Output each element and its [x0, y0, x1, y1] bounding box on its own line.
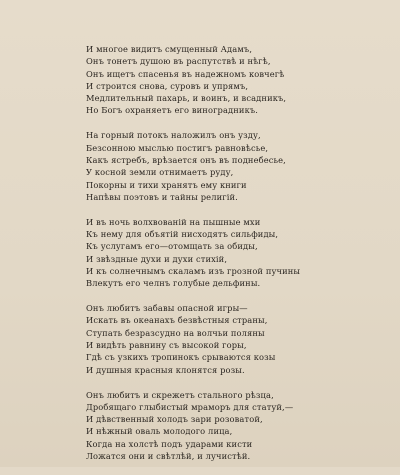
poem-line: И нѣжный оваль молодого лица,: [86, 426, 233, 437]
poem-line: Медлительный пахарь, и воинъ, и всадникъ,: [86, 93, 287, 104]
poem-line: Покорны и тихи хранятъ ему книги: [86, 179, 247, 190]
poem-line: И звѣздные духи и духи стихій,: [86, 253, 228, 264]
poem-line: И видѣть равнину съ высокой горы,: [86, 340, 247, 351]
stanza-2: [86, 129, 386, 203]
poem-line: Искать въ океанахъ безвѣстныя страны,: [86, 315, 268, 326]
poem-line: И душныя красныя клонятся розы.: [86, 364, 245, 375]
poem-text: [86, 43, 386, 475]
poem-line: Къ нему для объятій нисходятъ сильфиды,: [86, 229, 279, 240]
poem-line: И многое видитъ смущенный Адамъ,: [86, 44, 253, 54]
poem-line: Ступать безразсудно на волчьи поляны: [86, 327, 265, 338]
poem-line: Къ услугамъ его—отомщать за обиды,: [86, 241, 258, 252]
poem-line: И къ солнечнымъ скаламъ изъ грозной пучины: [86, 265, 301, 276]
stanza-5: [86, 389, 386, 463]
poem-line: Дробящаго глыбистый мраморъ для статуй,—: [86, 401, 294, 412]
poem-line: Какъ ястребъ, врѣзается онъ въ поднебесье,: [86, 154, 286, 165]
poem-line: И въ ночь волхвованій на пышные мхи: [86, 216, 261, 227]
poem-line: Гдѣ съ узкихъ тропинокъ срываются козы: [86, 352, 276, 363]
poem-line: Онъ любитъ и скрежетъ стального рѣзца,: [86, 389, 274, 400]
stanza-1: [86, 43, 386, 117]
poem-line: И строится снова, суровъ и упрямъ,: [86, 80, 249, 91]
poem-line: Ложатся они и свѣтлѣй, и лучистѣй.: [86, 450, 251, 461]
poem-line: Влекутъ его челнъ голубые дельфины.: [86, 278, 261, 289]
poem-line: И дѣвственный холодъ зари розоватой,: [86, 414, 263, 425]
stanza-4: [86, 302, 386, 376]
poem-line: Когда на холстѣ подъ ударами кисти: [86, 438, 253, 449]
stanza-3: [86, 216, 386, 290]
poem-line: На горный потокъ наложилъ онъ узду,: [86, 130, 261, 141]
poem-line: Онъ ищетъ спасенья въ надежномъ ковчегѣ: [86, 68, 285, 79]
poem-line: Онъ тонетъ душою въ распутствѣ и нѣгѣ,: [86, 56, 271, 67]
poem-line: Но Богъ охраняетъ его виноградникъ.: [86, 105, 259, 116]
poem-line: Онъ любитъ забавы опасной игры—: [86, 303, 248, 314]
poem-line: Безсонною мыслью постигъ равновѣсье,: [86, 142, 269, 153]
poem-line: Напѣвы поэтовъ и тайны религій.: [86, 191, 238, 202]
poem-line: У косной земли отнимаетъ руду,: [86, 167, 234, 178]
